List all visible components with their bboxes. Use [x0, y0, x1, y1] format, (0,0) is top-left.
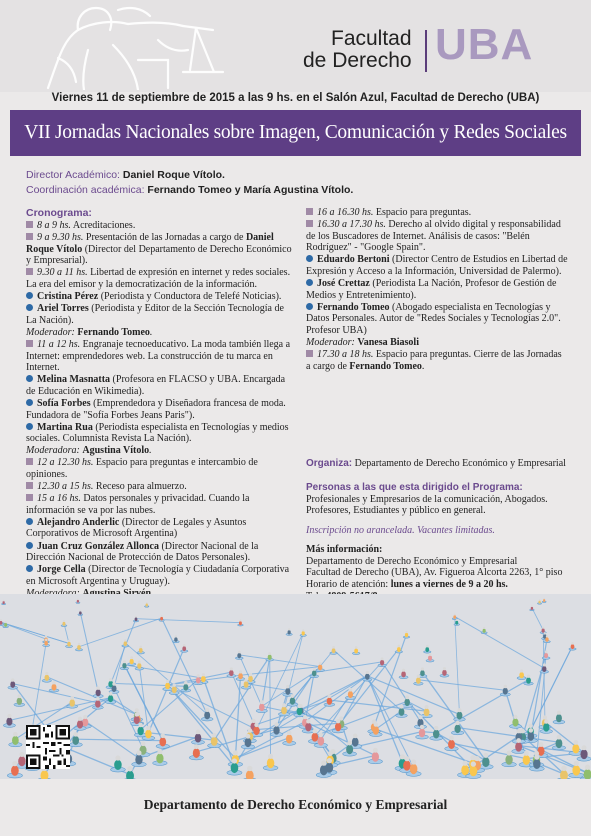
schedule-entry — [26, 564, 294, 587]
director-label: Director Académico: — [26, 169, 120, 181]
entry-tail: (Director del Departamento de Derecho Económico y Empresarial). — [26, 243, 292, 267]
speaker-dot-bullet — [26, 518, 33, 525]
speaker-name: Ariel Torres — [37, 303, 89, 315]
speaker-name: José Crettaz — [317, 278, 370, 290]
uba-logo-text: UBA — [435, 20, 534, 69]
speaker-bio: (Director de Tecnología y Ciudadanía Corporativa en Microsoft Argentina y Uruguay). — [26, 564, 290, 587]
entry-tail: . — [421, 360, 425, 372]
event-title-banner — [10, 110, 581, 156]
event-date-line: Viernes 11 de septiembre de 2015 a las 9 hs. en el Salón Azul, Facultad de Derecho (UBA) — [51, 92, 540, 104]
academic-leaders — [26, 168, 353, 198]
schedule-left-entries — [26, 220, 294, 600]
time-slot: 12 a 12.30 hs. — [37, 457, 94, 469]
organizer-block — [306, 458, 568, 470]
schedule-entry — [26, 398, 294, 421]
director-value: Daniel Roque Vítolo. — [122, 169, 225, 181]
entry-text: Espacio para preguntas e intercambio de opiniones. — [26, 457, 258, 480]
time-slot: 15 a 16 hs. — [37, 493, 81, 505]
entry-text: Espacio para preguntas. Cierre de las Jornadas a cargo de — [306, 349, 562, 372]
schedule-entry — [306, 349, 568, 372]
contact-address: Facultad de Derecho (UBA), Av. Figueroa Alcorta 2263, 1° piso — [306, 567, 563, 579]
schedule-entry — [26, 303, 294, 326]
audience-label: Personas a las que esta dirigido el Programa: — [306, 481, 523, 493]
header — [0, 0, 591, 92]
speaker-bio: (Emprendedora y Diseñadora francesa de moda. Fundadora de "Sofía Forbes Jeans Paris"). — [26, 397, 286, 421]
moderator-tail: . — [149, 445, 152, 457]
schedule-entry — [26, 267, 294, 290]
speaker-name: Jorge Cella — [37, 564, 86, 576]
social-network-illustration — [0, 594, 591, 779]
time-slot: 9.30 a 11 hs. — [37, 267, 88, 279]
agenda-square-bullet — [26, 482, 33, 489]
speaker-bio: (Director de Legales y Asuntos Corporativos de Microsoft Argentina) — [26, 516, 247, 540]
director-line — [26, 168, 353, 183]
time-slot: 17.30 a 18 hs. — [317, 349, 374, 361]
organizer-value: Departamento de Derecho Económico y Empresarial — [352, 458, 566, 470]
coordination-line — [26, 183, 353, 198]
schedule-entry — [26, 541, 294, 564]
speaker-name: Eduardo Bertoni — [317, 254, 390, 266]
schedule-entry — [306, 302, 568, 337]
schedule-right-column — [306, 207, 568, 614]
entry-speaker-name: Daniel Roque Vítolo — [26, 232, 274, 255]
speaker-bio: (Abogado especialista en Tecnologías y Datos Personales. Autor de "Redes Sociales y Tecnologías 2.0". Profesor UBA) — [306, 301, 561, 336]
schedule-entry — [26, 493, 294, 516]
speaker-bio: (Periodista y Editor de la Sección Tecnología de La Nación). — [26, 303, 284, 326]
schedule-entry — [26, 374, 294, 397]
speaker-bio: (Profesora en FLACSO y UBA. Encargada de Educación en Wikimedia). — [26, 374, 286, 397]
brand-divider — [425, 30, 427, 72]
time-slot: 12.30 a 15 hs. — [37, 481, 94, 493]
moderator-label: Moderadora: — [26, 445, 80, 457]
speaker-bio: (Periodista La Nación, Profesor de Gestión de Medios y Entretenimiento). — [306, 278, 557, 301]
agenda-square-bullet — [26, 494, 33, 501]
audience-value: Profesionales y Empresarios de la comunicación, Abogados. Profesores, Estudiantes y público en general. — [306, 493, 548, 517]
entry-text: Engranaje tecnoeducativo. La moda también llega a Internet: emprendedores web. La construcción de tu marca en Internet. — [26, 338, 291, 374]
speaker-name: Cristina Pérez — [37, 291, 99, 303]
speaker-dot-bullet — [26, 542, 33, 549]
moderator-name: Fernando Tomeo — [77, 326, 150, 338]
speaker-dot-bullet — [26, 423, 33, 430]
agenda-square-bullet — [26, 233, 33, 240]
agenda-square-bullet — [26, 340, 33, 347]
speaker-bio: (Periodista y Conductora de Telefé Noticias). — [98, 291, 282, 303]
speaker-dot-bullet — [26, 565, 33, 572]
contact-hours-label: Horario de atención: — [306, 579, 391, 591]
schedule-entry — [306, 254, 568, 277]
speaker-name: Sofía Forbes — [37, 397, 91, 409]
entry-text: Acreditaciones. — [70, 220, 136, 231]
qr-code-icon[interactable] — [26, 725, 70, 769]
schedule-entry — [26, 220, 294, 232]
time-slot: 16 a 16.30 hs. — [317, 207, 374, 218]
schedule-entry — [26, 445, 294, 457]
faculty-label-line2: de Derecho — [303, 49, 412, 72]
moderator-name: Vanesa Biasoli — [357, 337, 419, 349]
time-slot: 16.30 a 17.30 hs. — [317, 219, 386, 231]
agenda-square-bullet — [306, 350, 313, 357]
schedule-entry — [26, 481, 294, 493]
speaker-name: Alejandro Anderlic — [37, 516, 120, 528]
organizer-label: Organiza: — [306, 458, 353, 470]
justice-statue-illustration — [18, 0, 258, 90]
moderator-label: Moderador: — [306, 337, 355, 349]
schedule-entry — [26, 232, 294, 267]
speaker-name: Melina Masnatta — [37, 374, 111, 386]
agenda-square-bullet — [306, 220, 313, 227]
schedule-entry — [26, 339, 294, 374]
speaker-dot-bullet — [26, 304, 33, 311]
schedule-right-entries — [306, 207, 568, 372]
speaker-dot-bullet — [26, 399, 33, 406]
contact-hours-value: lunes a viernes de 9 a 20 hs. — [390, 579, 508, 591]
schedule-left-column — [26, 207, 294, 600]
entry-text: Datos personales y privacidad. Cuando la información se va por las nubes. — [26, 493, 250, 516]
contact-hours — [306, 579, 568, 591]
speaker-dot-bullet — [306, 255, 313, 262]
entry-text: Receso para almuerzo. — [93, 481, 187, 493]
schedule-entry — [26, 422, 294, 445]
schedule-entry — [26, 291, 294, 303]
schedule-entry — [306, 207, 568, 219]
speaker-dot-bullet — [26, 375, 33, 382]
entry-text: Espacio para preguntas. — [373, 207, 472, 218]
agenda-square-bullet — [26, 221, 33, 228]
contact-department: Departamento de Derecho Económico y Empresarial — [306, 555, 518, 567]
event-title: VII Jornadas Nacionales sobre Imagen, Comunicación y Redes Sociales — [24, 122, 567, 143]
entry-text: Libertad de expresión en internet y redes sociales. La era del emisor y la democratización de la información. — [26, 267, 291, 290]
speaker-name: Juan Cruz González Allonca — [37, 540, 159, 552]
agenda-square-bullet — [26, 268, 33, 275]
agenda-square-bullet — [306, 208, 313, 215]
entry-speaker-name: Fernando Tomeo — [349, 360, 422, 372]
time-slot: 11 a 12 hs. — [37, 338, 81, 350]
speaker-name: Fernando Tomeo — [317, 301, 390, 313]
speaker-bio: (Director Nacional de la Dirección Nacional de Protección de Datos Personales). — [26, 540, 259, 564]
audience-block — [306, 482, 568, 517]
moderator-name: Agustina Vítolo — [82, 445, 150, 457]
speaker-bio: (Periodista especialista en Tecnologías y medios sociales. Columnista Revista La Nación). — [26, 421, 289, 445]
speaker-name: Martina Rua — [37, 421, 93, 433]
entry-text: Presentación de las Jornadas a cargo de — [83, 232, 246, 244]
speaker-bio: (Director Centro de Estudios en Libertad de Expresión y Acceso a la Información, Universidad de Palermo). — [306, 254, 568, 277]
coordination-label: Coordinación académica: — [26, 184, 145, 196]
schedule-entry — [306, 337, 568, 349]
agenda-square-bullet — [26, 458, 33, 465]
schedule-entry — [26, 517, 294, 540]
speaker-dot-bullet — [306, 303, 313, 310]
time-slot: 9 a 9.30 hs. — [37, 232, 84, 244]
schedule-title: Cronograma: — [26, 207, 92, 219]
schedule-entry — [306, 219, 568, 254]
contact-heading: Más información: — [306, 544, 383, 556]
faculty-label-line1: Facultad — [331, 27, 412, 50]
schedule-entry — [306, 278, 568, 301]
entry-text: Derecho al olvido digital y responsabilidad de los Buscadores de Internet. Análisis de casos: "Belén Rodríguez" - "Google Spain". — [306, 219, 561, 254]
schedule-entry — [26, 457, 294, 480]
speaker-dot-bullet — [306, 279, 313, 286]
moderator-label: Moderador: — [26, 326, 75, 338]
speaker-dot-bullet — [26, 292, 33, 299]
coordination-value: Fernando Tomeo y María Agustina Vítolo. — [147, 184, 354, 196]
time-slot: 8 a 9 hs. — [37, 220, 71, 231]
footer-department: Departamento de Derecho Económico y Empresarial — [143, 797, 448, 812]
network-graph-image — [0, 594, 591, 779]
schedule-entry — [26, 327, 294, 339]
moderator-tail: . — [149, 326, 153, 338]
inscription-note: Inscripción no arancelada. Vacantes limitadas. — [306, 524, 495, 536]
